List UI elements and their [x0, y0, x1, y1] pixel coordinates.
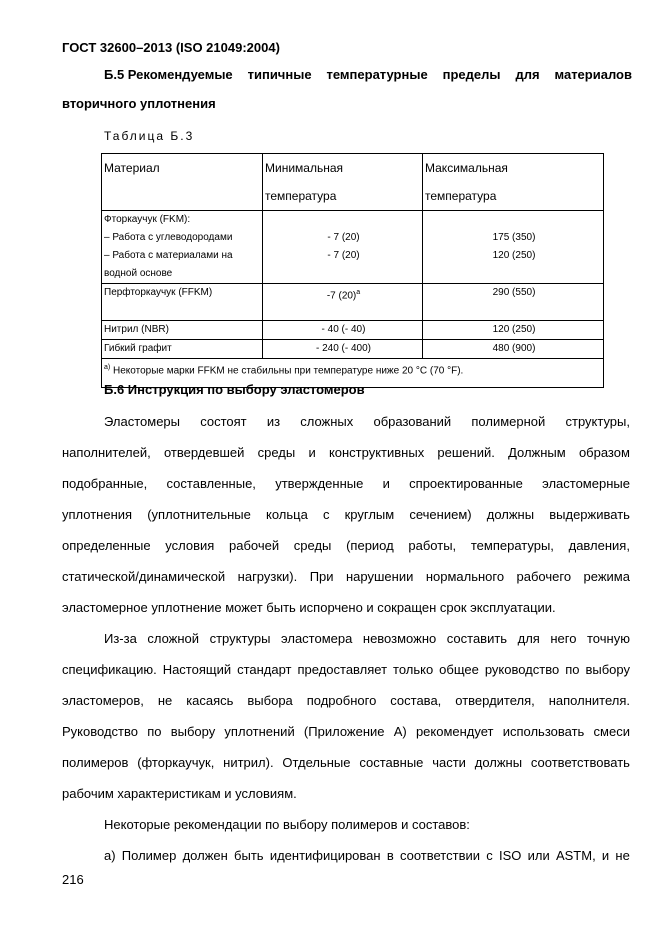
paragraph: [62, 809, 630, 871]
word: утвержденные: [275, 476, 364, 491]
word: в: [386, 848, 394, 863]
word: подробного: [306, 693, 377, 708]
section-b5-word: Б.5 Рекомендуемые: [104, 67, 233, 82]
temperature-table: [101, 153, 604, 388]
word: и: [382, 476, 390, 491]
word: уплотнения: [62, 507, 133, 522]
word: наполнителей,: [62, 445, 151, 460]
section-b6-title: Б.6 Инструкция по выбору эластомеров: [104, 382, 365, 397]
word: полимеров: [62, 755, 129, 770]
word: рабочего: [516, 569, 572, 584]
word: Отдельные: [282, 755, 351, 770]
section-b5-title-line2: вторичного уплотнения: [62, 96, 216, 111]
word: нитрил).: [223, 755, 274, 770]
text-line: рабочим характеристикам и условиям.: [62, 786, 297, 801]
word: А): [393, 724, 407, 739]
text-line: [62, 685, 630, 716]
word: эластомерные: [542, 476, 630, 491]
word: работы,: [408, 538, 457, 553]
word: составленные,: [166, 476, 256, 491]
word: При: [309, 569, 334, 584]
word: общее: [439, 662, 479, 677]
word: с: [486, 848, 493, 863]
cell-max: 480 (900): [423, 340, 604, 359]
word: эластомера: [281, 631, 353, 646]
text-line: [62, 840, 630, 871]
word: ISO: [498, 848, 522, 863]
section-b5-title: [104, 67, 632, 82]
section-b5-word: пределы: [442, 67, 501, 82]
word: (период: [346, 538, 394, 553]
word: составные: [359, 755, 424, 770]
section-b5-word: для: [515, 67, 540, 82]
text-line: [62, 499, 630, 530]
text-line: Некоторые рекомендации по выбору полимеров и составов:: [104, 817, 470, 832]
word: должен: [182, 848, 228, 863]
cell-min: - 7 (20) - 7 (20): [263, 211, 423, 284]
word: образований: [373, 414, 452, 429]
header-min-temp: Минимальная температура: [263, 154, 423, 211]
word: определенные: [62, 538, 151, 553]
word: невозможно: [362, 631, 437, 646]
cell-max: 175 (350) 120 (250): [423, 211, 604, 284]
word: Из-за: [104, 631, 137, 646]
word: Настоящий: [162, 662, 232, 677]
word: стандарт: [237, 662, 292, 677]
word: части: [432, 755, 466, 770]
page-number: 216: [62, 872, 84, 887]
text-line: [62, 747, 630, 778]
word: структуры: [209, 631, 271, 646]
word: наполнителя.: [548, 693, 630, 708]
word: не: [615, 848, 630, 863]
word: идентифицирован: [269, 848, 381, 863]
word: рабочей: [228, 538, 280, 553]
word: спецификацию.: [62, 662, 157, 677]
word: рекомендует: [415, 724, 494, 739]
text-line: [62, 561, 630, 592]
word: касаясь: [186, 693, 234, 708]
word: для: [517, 631, 540, 646]
table-row: [102, 321, 604, 340]
cell-material: Нитрил (NBR): [102, 321, 263, 340]
word: составить: [446, 631, 508, 646]
word: выдерживать: [549, 507, 630, 522]
word: выбору: [170, 724, 216, 739]
table-footnote: $^{a)}$ Некоторые марки FFKM не стабильны при температуре ниже 20 °C (70 °F).: [102, 359, 604, 388]
word: кольца: [266, 507, 308, 522]
text-line: [62, 716, 630, 747]
cell-max: 290 (550): [423, 284, 604, 321]
cell-max: 120 (250): [423, 321, 604, 340]
word: (Приложение: [303, 724, 385, 739]
word: нагрузки).: [237, 569, 298, 584]
word: режима: [583, 569, 630, 584]
word: сложной: [147, 631, 200, 646]
cell-min: - 40 (- 40): [263, 321, 423, 340]
word: температуры,: [470, 538, 554, 553]
document-header: ГОСТ 32600–2013 (ISO 21049:2004): [62, 40, 280, 55]
word: по: [147, 724, 162, 739]
word: отвердевшей: [163, 445, 245, 460]
word: образом: [578, 445, 630, 460]
word: эластомеров,: [62, 693, 144, 708]
word: полимерной: [471, 414, 546, 429]
word: состоят: [200, 414, 247, 429]
text-line: эластомерное уплотнение может быть испорчено и сокращен срок эксплуатации.: [62, 600, 556, 615]
word: уплотнений: [224, 724, 295, 739]
word: смеси: [593, 724, 630, 739]
word: с: [322, 507, 330, 522]
word: руководство: [484, 662, 560, 677]
word: конструктивных: [328, 445, 425, 460]
word: давления,: [568, 538, 630, 553]
word: структуры,: [565, 414, 630, 429]
word: выбора: [247, 693, 293, 708]
text-line: [62, 654, 630, 685]
section-b5-word: температурные: [326, 67, 428, 82]
paragraph: [62, 406, 630, 623]
word: нормального: [425, 569, 505, 584]
word: быть: [234, 848, 264, 863]
word: из: [266, 414, 281, 429]
word: решений.: [437, 445, 495, 460]
word: него: [550, 631, 577, 646]
word: предоставляет: [297, 662, 388, 677]
table-header-row: [102, 154, 604, 211]
word: отвердителя,: [455, 693, 535, 708]
word: использовать: [502, 724, 585, 739]
cell-material: Перфторкаучук (FFKM): [102, 284, 263, 321]
word: спроектированные: [409, 476, 523, 491]
word: должны: [474, 755, 523, 770]
word: Полимер: [121, 848, 177, 863]
word: и: [308, 445, 316, 460]
table-row: [102, 211, 604, 284]
word: статической/динамической: [62, 569, 226, 584]
word: (уплотнительные: [147, 507, 251, 522]
word: (фторкаучук,: [137, 755, 215, 770]
word: круглым: [344, 507, 395, 522]
word: только: [393, 662, 434, 677]
section-b5-word: материалов: [554, 67, 632, 82]
table-row: [102, 284, 604, 321]
text-line: [62, 530, 630, 561]
word: не: [157, 693, 173, 708]
word: точную: [587, 631, 630, 646]
word: должны: [486, 507, 535, 522]
word: Эластомеры: [104, 414, 181, 429]
word: соответствии: [399, 848, 480, 863]
text-line: [62, 406, 630, 437]
cell-material: Фторкаучук (FKM): – Работа с углеводородами – Работа с материалами на водной основе: [102, 211, 263, 284]
word: среды: [257, 445, 296, 460]
header-max-temp: Максимальная температура: [423, 154, 604, 211]
word: сечением): [409, 507, 472, 522]
word: сложных: [300, 414, 354, 429]
text-line: [62, 623, 630, 654]
cell-material: Гибкий графит: [102, 340, 263, 359]
word: нарушении: [346, 569, 414, 584]
word: среды: [293, 538, 332, 553]
word: подобранные,: [62, 476, 148, 491]
word: ASTM,: [555, 848, 596, 863]
word: по: [565, 662, 580, 677]
section-b5-word: типичные: [247, 67, 312, 82]
cell-min: -7 $(20)^a$: [263, 284, 423, 321]
word: и: [601, 848, 610, 863]
paragraph: [62, 623, 630, 809]
word: выбору: [585, 662, 630, 677]
word: Руководство: [62, 724, 138, 739]
table-row: [102, 340, 604, 359]
word: а): [104, 848, 116, 863]
cell-min: - 240 (- 400): [263, 340, 423, 359]
word: Должным: [508, 445, 566, 460]
text-line: [62, 437, 630, 468]
word: соответствовать: [530, 755, 630, 770]
header-material: Материал: [102, 154, 263, 211]
text-line: [62, 468, 630, 499]
word: условия: [165, 538, 215, 553]
word: состава,: [390, 693, 442, 708]
table-caption: Таблица Б.3: [104, 129, 195, 143]
word: или: [527, 848, 550, 863]
